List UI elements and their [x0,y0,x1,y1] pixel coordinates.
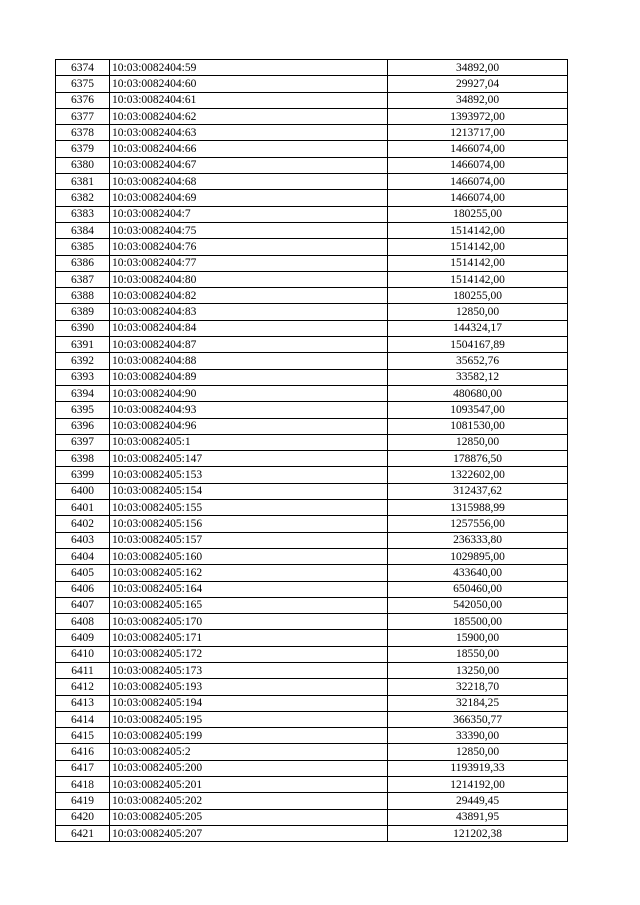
cadastral-number-cell: 10:03:0082404:63 [110,125,388,141]
amount-cell: 1315988,99 [388,500,568,516]
cadastral-number-cell: 10:03:0082404:62 [110,108,388,124]
table-row [56,500,568,516]
amount-cell: 18550,00 [388,646,568,662]
amount-cell: 1093547,00 [388,402,568,418]
amount-cell: 35652,76 [388,353,568,369]
row-number-cell: 6413 [56,695,110,711]
table-row [56,60,568,76]
amount-cell: 12850,00 [388,304,568,320]
cadastral-number-cell: 10:03:0082405:147 [110,451,388,467]
table-row [56,565,568,581]
table-row [56,777,568,793]
table-row [56,483,568,499]
cadastral-number-cell: 10:03:0082404:61 [110,92,388,108]
amount-cell: 29927,04 [388,76,568,92]
table-row [56,711,568,727]
row-number-cell: 6377 [56,108,110,124]
row-number-cell: 6384 [56,222,110,238]
row-number-cell: 6388 [56,288,110,304]
amount-cell: 236333,80 [388,532,568,548]
row-number-cell: 6380 [56,157,110,173]
table-row [56,108,568,124]
cadastral-number-cell: 10:03:0082405:193 [110,679,388,695]
table-row [56,614,568,630]
table-row [56,695,568,711]
cadastral-number-cell: 10:03:0082404:67 [110,157,388,173]
row-number-cell: 6385 [56,239,110,255]
amount-cell: 34892,00 [388,60,568,76]
row-number-cell: 6389 [56,304,110,320]
cadastral-number-cell: 10:03:0082404:93 [110,402,388,418]
table-row [56,304,568,320]
amount-cell: 366350,77 [388,711,568,727]
row-number-cell: 6383 [56,206,110,222]
table-row [56,760,568,776]
amount-cell: 185500,00 [388,614,568,630]
table-row [56,597,568,613]
row-number-cell: 6400 [56,483,110,499]
amount-cell: 32184,25 [388,695,568,711]
row-number-cell: 6415 [56,728,110,744]
row-number-cell: 6398 [56,451,110,467]
amount-cell: 1466074,00 [388,141,568,157]
table-row [56,76,568,92]
row-number-cell: 6376 [56,92,110,108]
amount-cell: 1466074,00 [388,174,568,190]
row-number-cell: 6408 [56,614,110,630]
cadastral-number-cell: 10:03:0082404:87 [110,337,388,353]
cadastral-number-cell: 10:03:0082404:60 [110,76,388,92]
table-row [56,255,568,271]
row-number-cell: 6406 [56,581,110,597]
amount-cell: 13250,00 [388,662,568,678]
amount-cell: 312437,62 [388,483,568,499]
cadastral-number-cell: 10:03:0082405:172 [110,646,388,662]
amount-cell: 144324,17 [388,320,568,336]
row-number-cell: 6407 [56,597,110,613]
table-row [56,353,568,369]
cadastral-number-cell: 10:03:0082404:69 [110,190,388,206]
cadastral-number-cell: 10:03:0082405:201 [110,777,388,793]
row-number-cell: 6410 [56,646,110,662]
cadastral-number-cell: 10:03:0082404:88 [110,353,388,369]
amount-cell: 32218,70 [388,679,568,695]
cadastral-number-cell: 10:03:0082405:207 [110,825,388,841]
cadastral-number-cell: 10:03:0082405:164 [110,581,388,597]
table-row [56,532,568,548]
cadastral-number-cell: 10:03:0082405:171 [110,630,388,646]
table-row [56,239,568,255]
cadastral-number-cell: 10:03:0082404:68 [110,174,388,190]
table-row [56,728,568,744]
cadastral-number-cell: 10:03:0082405:153 [110,467,388,483]
row-number-cell: 6418 [56,777,110,793]
amount-cell: 1213717,00 [388,125,568,141]
table-row [56,744,568,760]
amount-cell: 542050,00 [388,597,568,613]
amount-cell: 33582,12 [388,369,568,385]
row-number-cell: 6387 [56,271,110,287]
cadastral-number-cell: 10:03:0082405:195 [110,711,388,727]
table-row [56,434,568,450]
row-number-cell: 6390 [56,320,110,336]
table-row [56,809,568,825]
cadastral-number-cell: 10:03:0082405:194 [110,695,388,711]
amount-cell: 180255,00 [388,206,568,222]
table-row [56,402,568,418]
row-number-cell: 6393 [56,369,110,385]
amount-cell: 1029895,00 [388,548,568,564]
amount-cell: 1214192,00 [388,777,568,793]
amount-cell: 1322602,00 [388,467,568,483]
table-row [56,190,568,206]
cadastral-number-cell: 10:03:0082404:59 [110,60,388,76]
cadastral-number-cell: 10:03:0082405:162 [110,565,388,581]
cadastral-number-cell: 10:03:0082404:66 [110,141,388,157]
row-number-cell: 6419 [56,793,110,809]
cadastral-number-cell: 10:03:0082404:90 [110,385,388,401]
row-number-cell: 6402 [56,516,110,532]
cadastral-number-cell: 10:03:0082405:160 [110,548,388,564]
amount-cell: 180255,00 [388,288,568,304]
row-number-cell: 6416 [56,744,110,760]
cadastral-number-cell: 10:03:0082405:200 [110,760,388,776]
table-row [56,467,568,483]
table-row [56,206,568,222]
row-number-cell: 6411 [56,662,110,678]
row-number-cell: 6403 [56,532,110,548]
ledger-table [55,59,568,842]
table-row [56,174,568,190]
table-row [56,320,568,336]
amount-cell: 1393972,00 [388,108,568,124]
row-number-cell: 6405 [56,565,110,581]
cadastral-number-cell: 10:03:0082405:2 [110,744,388,760]
table-row [56,825,568,841]
table-row [56,141,568,157]
row-number-cell: 6414 [56,711,110,727]
row-number-cell: 6401 [56,500,110,516]
cadastral-number-cell: 10:03:0082405:1 [110,434,388,450]
cadastral-number-cell: 10:03:0082405:173 [110,662,388,678]
cadastral-number-cell: 10:03:0082405:199 [110,728,388,744]
amount-cell: 1514142,00 [388,255,568,271]
cadastral-number-cell: 10:03:0082404:83 [110,304,388,320]
row-number-cell: 6391 [56,337,110,353]
ledger-table-body [56,60,568,842]
amount-cell: 650460,00 [388,581,568,597]
amount-cell: 1257556,00 [388,516,568,532]
amount-cell: 178876,50 [388,451,568,467]
cadastral-number-cell: 10:03:0082405:170 [110,614,388,630]
row-number-cell: 6421 [56,825,110,841]
amount-cell: 121202,38 [388,825,568,841]
table-row [56,157,568,173]
amount-cell: 43891,95 [388,809,568,825]
row-number-cell: 6397 [56,434,110,450]
row-number-cell: 6395 [56,402,110,418]
table-row [56,581,568,597]
cadastral-number-cell: 10:03:0082405:202 [110,793,388,809]
cadastral-number-cell: 10:03:0082405:156 [110,516,388,532]
table-row [56,679,568,695]
cadastral-number-cell: 10:03:0082405:154 [110,483,388,499]
row-number-cell: 6386 [56,255,110,271]
row-number-cell: 6417 [56,760,110,776]
row-number-cell: 6375 [56,76,110,92]
cadastral-number-cell: 10:03:0082404:89 [110,369,388,385]
table-row [56,451,568,467]
amount-cell: 34892,00 [388,92,568,108]
amount-cell: 480680,00 [388,385,568,401]
amount-cell: 29449,45 [388,793,568,809]
row-number-cell: 6399 [56,467,110,483]
table-row [56,793,568,809]
cadastral-number-cell: 10:03:0082404:80 [110,271,388,287]
amount-cell: 1514142,00 [388,271,568,287]
row-number-cell: 6404 [56,548,110,564]
row-number-cell: 6409 [56,630,110,646]
amount-cell: 1514142,00 [388,239,568,255]
amount-cell: 12850,00 [388,434,568,450]
table-row [56,418,568,434]
table-row [56,92,568,108]
table-row [56,630,568,646]
cadastral-number-cell: 10:03:0082404:77 [110,255,388,271]
cadastral-number-cell: 10:03:0082405:157 [110,532,388,548]
amount-cell: 1514142,00 [388,222,568,238]
row-number-cell: 6394 [56,385,110,401]
cadastral-number-cell: 10:03:0082404:82 [110,288,388,304]
cadastral-number-cell: 10:03:0082404:84 [110,320,388,336]
row-number-cell: 6374 [56,60,110,76]
amount-cell: 1466074,00 [388,190,568,206]
row-number-cell: 6392 [56,353,110,369]
row-number-cell: 6382 [56,190,110,206]
table-row [56,222,568,238]
row-number-cell: 6412 [56,679,110,695]
cadastral-number-cell: 10:03:0082405:205 [110,809,388,825]
table-row [56,516,568,532]
table-row [56,646,568,662]
cadastral-number-cell: 10:03:0082404:76 [110,239,388,255]
cadastral-number-cell: 10:03:0082404:75 [110,222,388,238]
table-row [56,337,568,353]
row-number-cell: 6379 [56,141,110,157]
table-row [56,369,568,385]
table-row [56,385,568,401]
amount-cell: 15900,00 [388,630,568,646]
amount-cell: 1466074,00 [388,157,568,173]
amount-cell: 433640,00 [388,565,568,581]
amount-cell: 33390,00 [388,728,568,744]
amount-cell: 1081530,00 [388,418,568,434]
amount-cell: 1504167,89 [388,337,568,353]
table-row [56,662,568,678]
table-row [56,125,568,141]
amount-cell: 12850,00 [388,744,568,760]
amount-cell: 1193919,33 [388,760,568,776]
row-number-cell: 6396 [56,418,110,434]
cadastral-number-cell: 10:03:0082404:96 [110,418,388,434]
row-number-cell: 6378 [56,125,110,141]
table-row [56,288,568,304]
row-number-cell: 6420 [56,809,110,825]
row-number-cell: 6381 [56,174,110,190]
table-row [56,271,568,287]
table-row [56,548,568,564]
cadastral-number-cell: 10:03:0082405:165 [110,597,388,613]
cadastral-number-cell: 10:03:0082404:7 [110,206,388,222]
cadastral-number-cell: 10:03:0082405:155 [110,500,388,516]
